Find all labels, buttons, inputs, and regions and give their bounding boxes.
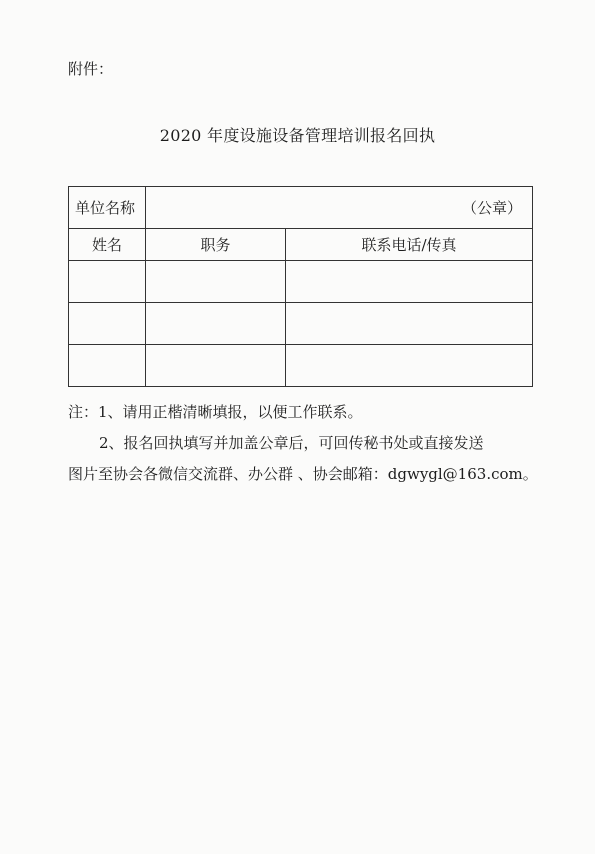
note-line-3: 图片至协会各微信交流群、办公群 、协会邮箱：dgwygl@163.com。 — [68, 465, 538, 483]
unit-row — [69, 187, 533, 229]
notes-section — [68, 397, 538, 490]
unit-name-field[interactable] — [146, 187, 533, 229]
seal-label: （公章） — [462, 199, 523, 217]
position-cell[interactable] — [146, 345, 286, 387]
contact-cell[interactable] — [286, 345, 533, 387]
registration-form-table — [68, 186, 533, 387]
position-cell[interactable] — [146, 261, 286, 303]
table-row — [69, 303, 533, 345]
table-header-row — [69, 229, 533, 261]
column-header-name: 姓名 — [69, 229, 146, 261]
note-line-1: 注：1、请用正楷清晰填报，以便工作联系。 — [68, 403, 363, 421]
position-cell[interactable] — [146, 303, 286, 345]
column-header-contact: 联系电话/传真 — [286, 229, 533, 261]
name-cell[interactable] — [69, 345, 146, 387]
name-cell[interactable] — [69, 261, 146, 303]
contact-cell[interactable] — [286, 261, 533, 303]
unit-name-label: 单位名称 — [69, 187, 146, 229]
table-row — [69, 345, 533, 387]
contact-cell[interactable] — [286, 303, 533, 345]
attachment-label: 附件： — [68, 60, 114, 78]
document-title: 2020 年度设施设备管理培训报名回执 — [159, 126, 436, 145]
note-line-2: 2、报名回执填写并加盖公章后，可回传秘书处或直接发送 — [99, 434, 484, 452]
name-cell[interactable] — [69, 303, 146, 345]
column-header-position: 职务 — [146, 229, 286, 261]
table-row — [69, 261, 533, 303]
